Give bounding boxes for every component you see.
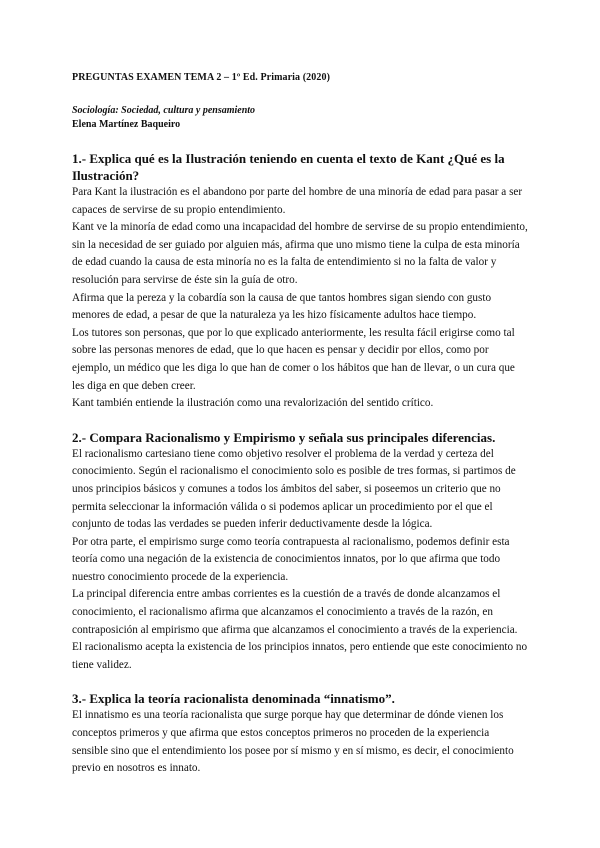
answer-paragraph: El innatismo es una teoría racionalista que surge porque hay que determinar de dónde vienen los conceptos primeros y que afirma que estos conceptos primeros no proceden de la experiencia sensible sino que el entendimiento los posee por sí mismo y en sí mismo, es decir, el conocimiento previo en nosotros es innato. xyxy=(72,709,514,775)
answer-paragraph: Los tutores son personas, que por lo que explicado anteriormente, les resulta fácil erigirse como tal sobre las personas menores de edad, que lo que hacen es pensar y decidir por ellos, como por ejemplo, un médico que les diga lo que han de comer o los hábitos que han de llevar, o un cura que les diga en que deben creer. xyxy=(72,326,515,392)
answer-paragraph: Kant también entiende la ilustración como una revalorización del sentido crítico. xyxy=(72,397,434,410)
author-name: Elena Martínez Baqueiro xyxy=(72,119,181,130)
section-1 xyxy=(72,150,528,413)
answer-paragraph: Kant ve la minoría de edad como una incapacidad del hombre de servirse de su propio entendimiento, sin la necesidad de ser guiado por alguien más, afirma que uno mismo tiene la culpa de esta minoría de edad cuando la causa de esta minoría no es la falta de entendimiento si no la falta de valor y resolución para servirse de éste sin la guía de otro. xyxy=(72,221,528,286)
question-heading: 2.- Compara Racionalismo y Empirismo y señala sus principales diferencias. xyxy=(72,429,496,445)
answer-paragraph: Para Kant la ilustración es el abandono por parte del hombre de una minoría de edad para pasar a ser capaces de servirse de su propio entendimiento. xyxy=(72,186,523,216)
exam-title: PREGUNTAS EXAMEN TEMA 2 – 1º Ed. Primaria (2020) xyxy=(72,72,331,83)
section-3 xyxy=(72,690,528,777)
answer-paragraph: El racionalismo cartesiano tiene como objetivo resolver el problema de la verdad y certeza del conocimiento. Según el racionalismo el conocimiento solo es posible de tres formas, si partimos de unos principios básicos y comunes a todos los ámbitos del saber, si poseemos un criterio que no permita seleccionar la información válida o si podemos aplicar un procedimiento por el que el conjunto de todas las verdades se pueden inferir deductivamente desde la lógica. xyxy=(72,447,516,531)
answer-paragraph: Por otra parte, el empirismo surge como teoría contrapuesta al racionalismo, podemos definir esta teoría como una negación de la existencia de conocimientos innatos, por lo que afirma que todo nuestro conocimiento procede de la experiencia. xyxy=(72,535,510,583)
question-heading: 3.- Explica la teoría racionalista denominada “innatismo”. xyxy=(72,691,395,707)
answer-paragraph: Afirma que la pereza y la cobardía son la causa de que tantos hombres sigan siendo con gusto menores de edad, a pesar de que la naturaleza ya les hizo físicamente adultos hace tiempo. xyxy=(72,291,492,322)
subject-title: Sociología: Sociedad, cultura y pensamiento xyxy=(72,105,256,116)
answer-paragraph: El racionalismo acepta la existencia de los principios innatos, pero entiende que este conocimiento no tiene validez. xyxy=(72,641,528,671)
answer-paragraph: La principal diferencia entre ambas corrientes es la cuestión de a través de donde alcanzamos el conocimiento, el racionalismo afirma que alcanzamos el conocimiento a través de la razón, en contraposición al empirismo que afirma que alcanzamos el conocimiento a través de la experiencia. xyxy=(72,588,518,636)
section-2 xyxy=(72,429,528,675)
question-heading: 1.- Explica qué es la Ilustración teniendo en cuenta el texto de Kant ¿Qué es la Ilustración? xyxy=(72,151,505,183)
